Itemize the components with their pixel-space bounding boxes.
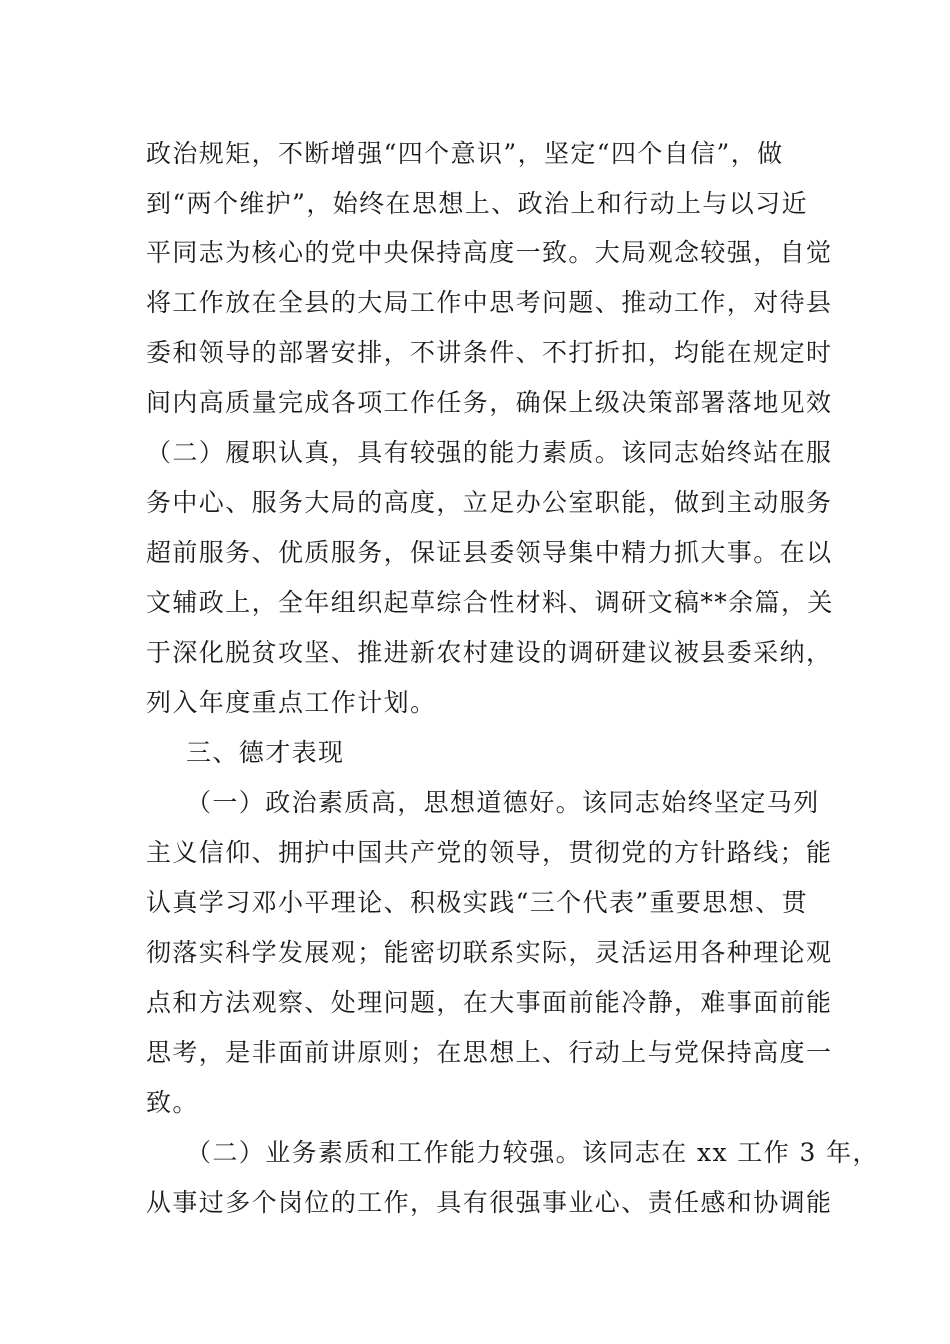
text-line: 点和方法观察、处理问题，在大事面前能冷静，难事面前能 <box>146 988 833 1017</box>
text-line: 文辅政上，全年组织起草综合性材料、调研文稿**余篇，关 <box>146 588 834 617</box>
text-line: 到“两个维护”，始终在思想上、政治上和行动上与以习近 <box>146 189 808 218</box>
text-line: 列入年度重点工作计划。 <box>146 688 437 717</box>
text-line: 彻落实科学发展观；能密切联系实际，灵活运用各种理论观 <box>146 938 833 967</box>
text-line: 政治规矩，不断增强“四个意识”，坚定“四个自信”，做 <box>146 139 784 168</box>
text-line: 认真学习邓小平理论、积极实践“三个代表”重要思想、贯 <box>146 888 808 917</box>
section-title: 三、德才表现 <box>186 738 345 767</box>
text-line: 将工作放在全县的大局工作中思考问题、推动工作，对待县 <box>146 288 833 317</box>
text-line: 致。 <box>146 1088 199 1117</box>
text-line: 间内高质量完成各项工作任务，确保上级决策部署落地见效 <box>146 388 833 417</box>
text-line: 委和领导的部署安排，不讲条件、不打折扣，均能在规定时 <box>146 338 833 367</box>
text-line: 务中心、服务大局的高度，立足办公室职能，做到主动服务 <box>146 488 833 517</box>
text-line: 从事过多个岗位的工作，具有很强事业心、责任感和协调能 <box>146 1188 833 1217</box>
text-line: 主义信仰、拥护中国共产党的领导，贯彻党的方针路线；能 <box>146 838 833 867</box>
text-line: 思考，是非面前讲原则；在思想上、行动上与党保持高度一 <box>146 1038 833 1067</box>
text-line: 平同志为核心的党中央保持高度一致。大局观念较强，自觉 <box>146 238 833 267</box>
text-line: 于深化脱贫攻坚、推进新农村建设的调研建议被县委采纳， <box>146 638 833 667</box>
paragraph-first-line: （二）业务素质和工作能力较强。该同志在 xx 工作 3 年， <box>186 1138 879 1167</box>
section-heading-line: （二）履职认真，具有较强的能力素质。该同志始终站在服 <box>146 438 833 467</box>
text-line: 超前服务、优质服务，保证县委领导集中精力抓大事。在以 <box>146 538 833 567</box>
paragraph-first-line: （一）政治素质高，思想道德好。该同志始终坚定马列 <box>186 788 820 817</box>
